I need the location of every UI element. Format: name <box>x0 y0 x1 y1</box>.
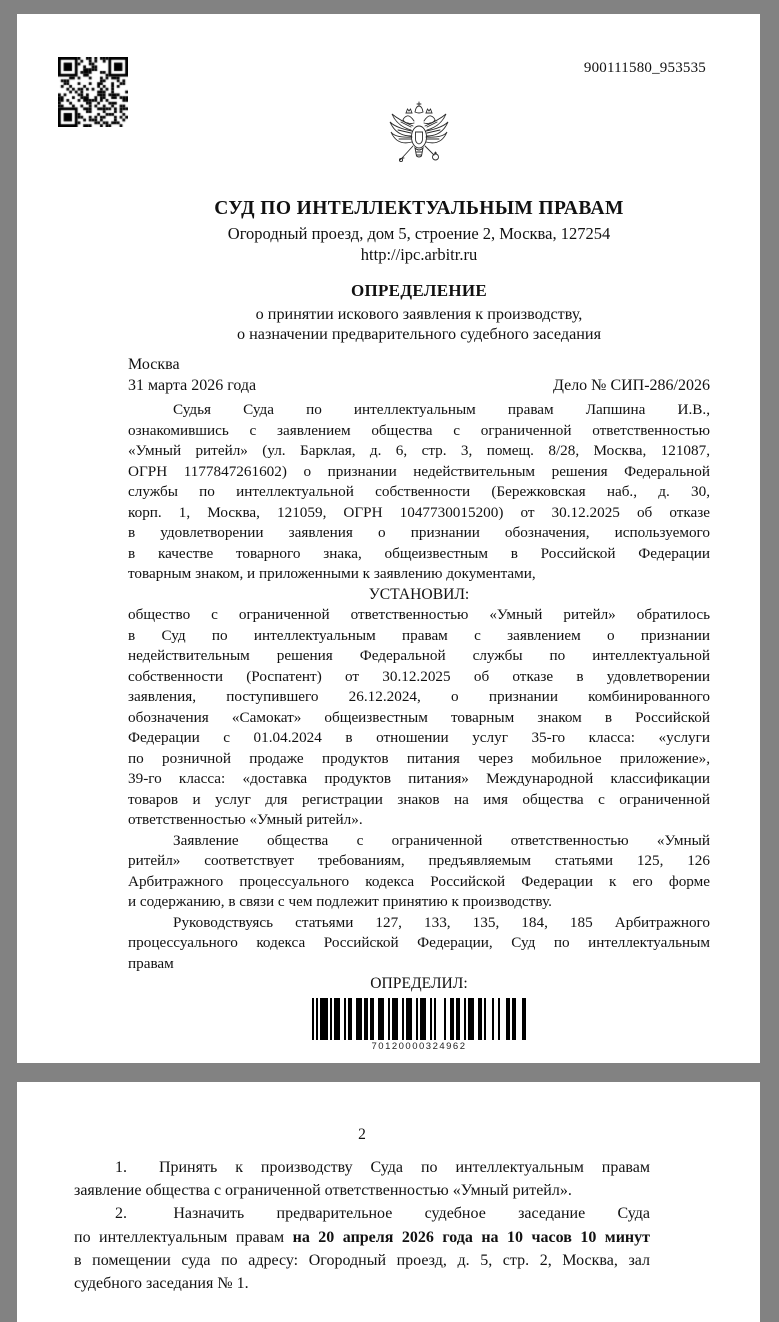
page-number: 2 <box>358 1126 366 1143</box>
text-line: ознакомившись с заявлением общества с ограниченной ответственностью <box>128 421 710 439</box>
ruling-body <box>128 400 710 995</box>
text-line: собственности (Роспатент) от 30.12.2025 об отказе в удовлетворении <box>128 667 710 685</box>
text-line: Судья Суда по интеллектуальным правам Лапшина И.В., <box>173 401 710 418</box>
text-line: в помещении суда по адресу: Огородный проезд, д. 5, стр. 2, Москва, зал <box>74 1251 650 1269</box>
text-line: ОГРН 1177847261602) о признании недействительным решения Федеральной <box>128 462 710 480</box>
court-website: http://ipc.arbitr.ru <box>360 245 478 264</box>
text-line: Заявление общества с ограниченной ответственностью «Умный <box>173 831 710 849</box>
text-line: «Умный ритейл» (ул. Барклая, д. 6, стр. 3, помещ. 8/28, Москва, 121087, <box>128 442 710 459</box>
determination-subtitle-2: о назначении предварительного судебного заседания <box>236 325 602 343</box>
coat-of-arms-icon <box>389 100 449 184</box>
text-line: в качестве товарного знака, общеизвестным в Российской Федерации <box>128 544 710 562</box>
text-line: Руководствуясь статьями 127, 133, 135, 184, 185 Арбитражного <box>173 913 710 931</box>
text-line: и содержанию, в связи с чем подлежит принятию к производству. <box>128 893 552 910</box>
text-line: корп. 1, Москва, 121059, ОГРН 1047730015200) от 30.12.2025 об отказе <box>128 503 710 521</box>
meta-city: Москва <box>128 356 180 373</box>
text-line: Арбитражного процессуального кодекса Российской Федерации к его форме <box>128 872 710 890</box>
text-line: 1. Принять к производству Суда по интеллектуальным правам <box>115 1159 650 1176</box>
barcode-bars <box>312 998 526 1040</box>
text-line: 2. Назначить предварительное судебное заседание Суда <box>115 1205 650 1223</box>
ruling-items <box>74 1156 650 1295</box>
text-line: 39-го класса: «доставка продуктов питания» Международной классификации <box>128 770 710 787</box>
text-line: общество с ограниченной ответственностью «Умный ритейл» обратилось <box>128 606 710 623</box>
text-line: заявления, поступившего 26.12.2024, о признании комбинированного <box>128 688 710 705</box>
court-address: Огородный проезд, дом 5, строение 2, Москва, 127254 <box>227 224 611 243</box>
text-line: заявление общества с ограниченной ответственностью «Умный ритейл». <box>74 1182 572 1200</box>
document-id: 900111580_953535 <box>583 60 706 76</box>
court-name: СУД ПО ИНТЕЛЛЕКТУАЛЬНЫМ ПРАВАМ <box>214 198 624 219</box>
text-line: в Суд по интеллектуальным правам с заявлением о признании <box>128 626 710 644</box>
determination-title: ОПРЕДЕЛЕНИЕ <box>350 281 488 300</box>
text-line: процессуального кодекса Российской Федерации, Суд по интеллектуальным <box>128 934 710 951</box>
text-line: ритейл» соответствует требованиям, предъявляемым статьями 125, 126 <box>128 852 710 869</box>
text-line: по интеллектуальным правам на 20 апреля 2026 года на 10 часов 10 минут <box>74 1228 651 1246</box>
text-line: товарным знаком, и приложенными к заявлению документами, <box>128 565 536 582</box>
text-line: недействительным решения Федеральной службы по интеллектуальной <box>128 647 710 664</box>
barcode <box>128 998 710 1052</box>
barcode-number: 70120000324962 <box>371 1040 467 1052</box>
text-line: Федерации с 01.04.2024 в отношении услуг 35-го класса: «услуги <box>128 729 710 746</box>
meta-date: 31 марта 2026 года <box>128 377 257 394</box>
document-page-1 <box>17 14 760 1063</box>
document-page-2 <box>17 1082 760 1322</box>
item-number: 2. <box>115 1205 127 1223</box>
determination-subtitle-1: о принятии искового заявления к производству, <box>255 305 583 323</box>
text-line: правам <box>128 954 174 972</box>
qr-code <box>58 57 128 127</box>
case-number: Дело № СИП-286/2026 <box>552 377 710 394</box>
text-line: по розничной продаже продуктов питания через мобильное приложение», <box>128 749 710 767</box>
section-heading: УСТАНОВИЛ: <box>368 585 470 603</box>
item-number: 1. <box>115 1159 127 1176</box>
text-line: обозначения «Самокат» общеизвестным товарным знаком в Российской <box>128 708 710 726</box>
text-line: в удовлетворении заявления о признании обозначения, используемого <box>128 524 710 541</box>
section-heading: ОПРЕДЕЛИЛ: <box>370 975 468 992</box>
text-line: ответственностью «Умный ритейл». <box>128 811 363 828</box>
text-line: судебного заседания № 1. <box>74 1275 249 1293</box>
text-line: службы по интеллектуальной собственности (Бережковская наб., д. 30, <box>128 483 710 500</box>
text-line: товаров и услуг для регистрации знаков на имя общества с ограниченной <box>128 790 710 808</box>
